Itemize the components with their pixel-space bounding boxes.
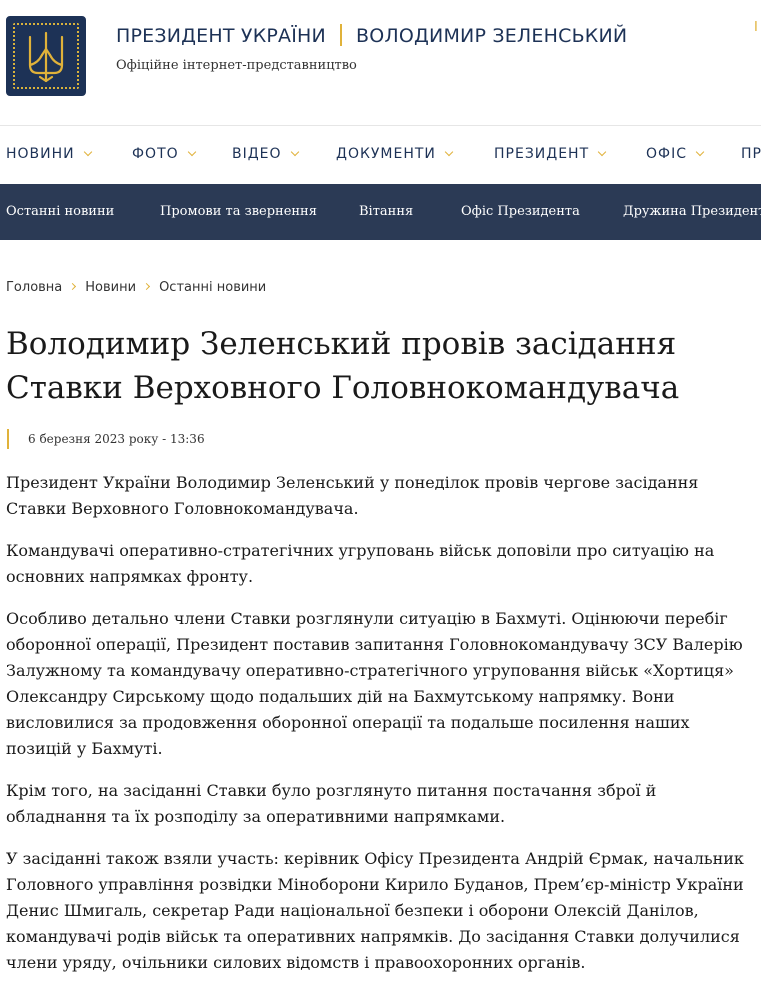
article-body: [6, 470, 758, 992]
subnav-item-first-lady[interactable]: Дружина Президента: [623, 204, 773, 219]
subnav-item-speeches[interactable]: Промови та звернення: [160, 204, 317, 219]
site-header: [0, 0, 761, 126]
nav-item-news[interactable]: [6, 146, 91, 162]
secondary-navigation: [0, 184, 773, 240]
nav-item-office[interactable]: [646, 146, 703, 162]
breadcrumb-news[interactable]: Новини: [85, 280, 137, 295]
breadcrumb: [6, 280, 266, 295]
subnav-item-office[interactable]: Офіс Президента: [461, 204, 580, 219]
article-paragraph: У засіданні також взяли участь: керівник Офісу Президента Андрій Єрмак, начальник Головного управління розвідки Міноборони Кирило Буданов, Прем’єр-міністр України Денис Шмигаль, секретар Ради національної безпеки і оборони Олексій Данілов, командувачі родів військ та оперативних напрямків. До засідання Ставки долучилися члени уряду, очільники силових відомств і правоохоронних органів.: [6, 849, 744, 972]
nav-item-label: ПРЕЗИДЕНТ: [494, 146, 590, 162]
chevron-right-icon: [69, 283, 76, 290]
date-accent-bar: [7, 429, 9, 449]
nav-item-label: ДОКУМЕНТИ: [336, 146, 436, 162]
nav-item-president[interactable]: [494, 146, 605, 162]
main-navigation: [0, 126, 761, 184]
page-title: Володимир Зеленський провів засідання Ставки Верховного Головнокомандувача: [6, 326, 680, 406]
chevron-down-icon: [83, 148, 91, 156]
chevron-down-icon: [187, 148, 195, 156]
chevron-down-icon: [598, 148, 606, 156]
nav-item-photo[interactable]: [132, 146, 195, 162]
brand-president: ПРЕЗИДЕНТ УКРАЇНИ: [116, 25, 326, 47]
subnav-item-latest-news[interactable]: Останні новини: [6, 204, 115, 219]
nav-item-label: ПР: [741, 146, 762, 162]
site-brand[interactable]: [116, 24, 627, 47]
nav-item-label: ОФІС: [646, 146, 687, 162]
nav-item-truncated[interactable]: [741, 146, 762, 162]
site-subtitle: Офіційне інтернет-представництво: [116, 58, 357, 73]
nav-item-video[interactable]: [232, 146, 298, 162]
brand-name: ВОЛОДИМИР ЗЕЛЕНСЬКИЙ: [355, 25, 628, 47]
header-edge-glyph[interactable]: I: [754, 20, 758, 35]
nav-item-documents[interactable]: [336, 146, 452, 162]
nav-item-label: ФОТО: [132, 146, 179, 162]
chevron-down-icon: [290, 148, 298, 156]
article-paragraph: Крім того, на засіданні Ставки було розглянуто питання постачання зброї й обладнання та їх розподілу за оперативними напрямками.: [6, 781, 657, 826]
chevron-right-icon: [143, 283, 150, 290]
tryzub-icon: [26, 31, 66, 83]
chevron-down-icon: [445, 148, 453, 156]
breadcrumb-home[interactable]: Головна: [6, 280, 63, 295]
article-paragraph: Президент України Володимир Зеленський у понеділок провів чергове засідання Ставки Верховного Головнокомандувача.: [6, 473, 699, 518]
subnav-item-greetings[interactable]: Вітання: [359, 204, 414, 219]
nav-item-label: ВІДЕО: [232, 146, 282, 162]
article-date: 6 березня 2023 року - 13:36: [28, 432, 205, 446]
chevron-down-icon: [696, 148, 704, 156]
article-paragraph: Особливо детально члени Ставки розглянули ситуацію в Бахмуті. Оцінюючи перебіг оборонної операції, Президент поставив запитання Головнокомандувачу ЗСУ Валерію Залужному та командувачу оперативно-стратегічного угруповання військ «Хортиця» Олександру Сирському щодо подальших дій на Бахмутському напрямку. Вони висловилися за продовження оборонної операції та подальше посилення наших позицій у Бахмуті.: [6, 609, 743, 758]
site-logo[interactable]: [6, 16, 86, 96]
brand-separator: [340, 24, 342, 46]
nav-item-label: НОВИНИ: [6, 146, 75, 162]
article-paragraph: Командувачі оперативно-стратегічних угруповань військ доповіли про ситуацію на основних напрямках фронту.: [6, 541, 715, 586]
breadcrumb-current[interactable]: Останні новини: [159, 280, 267, 295]
